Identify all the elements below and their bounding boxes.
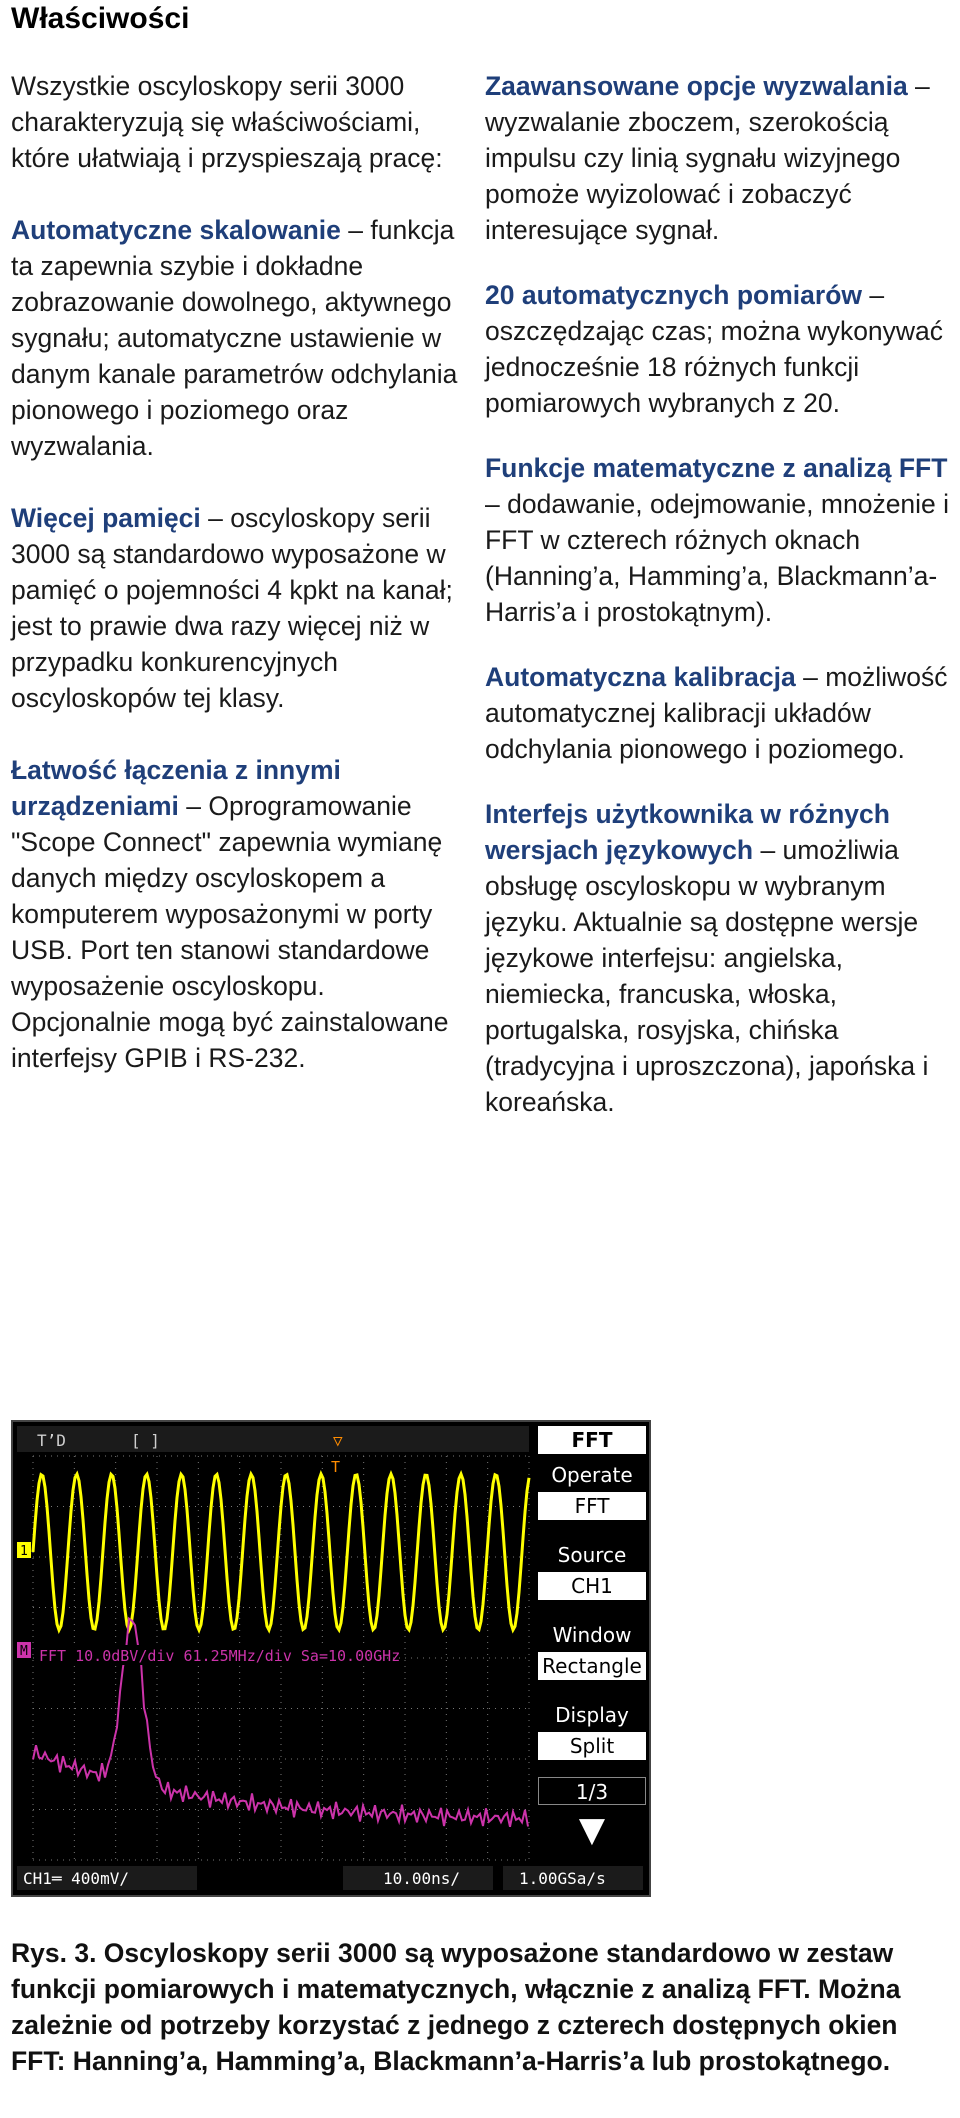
intro-paragraph: Wszystkie oscyloskopy serii 3000 charakteryzują się właściwościami, które ułatwiają i przyspieszają pracę: bbox=[11, 71, 443, 173]
ch1-scale-readout: CH1═ 400mV/ bbox=[23, 1869, 129, 1888]
softkey-operate-label[interactable]: Operate bbox=[551, 1463, 633, 1487]
softkey-source-label[interactable]: Source bbox=[557, 1543, 627, 1567]
feature-languages: Interfejs użytkownika w różnych wersjach językowych – umożliwia obsługę oscyloskopu w wybranym języku. Aktualnie są dostępne wersje językowe interfejsu: angielska, niemiecka, francuska, włoska, portugalska, rosyjska, chińska (tradycyjna i uproszczona), japońska i koreańska. bbox=[485, 799, 929, 1117]
fft-readout: FFT 10.0dBV/div 61.25MHz/div Sa=10.00GHz bbox=[39, 1647, 401, 1665]
buffer-bracket-icon: [ ] bbox=[131, 1431, 160, 1450]
feature-trigger: Zaawansowane opcje wyzwalania – wyzwalanie zboczem, szerokością impulsu czy linią sygnału wizyjnego pomoże wyizolować i zobaczyć interesujące sygnał. bbox=[485, 71, 930, 245]
feature-connectivity: Łatwość łączenia z innymi urządzeniami – Oprogramowanie "Scope Connect" zapewnia wymianę danych między oscyloskopem a komputerem wyposażonymi w porty USB. Port ten stanowi standardowe wyposażenie oscyloskopu. Opcjonalnie mogą być zainstalowane interfejsy GPIB i RS-232. bbox=[11, 755, 449, 1073]
softkey-source-value[interactable]: CH1 bbox=[538, 1572, 646, 1600]
timebase-readout: 10.00ns/ bbox=[383, 1869, 461, 1888]
svg-text:1: 1 bbox=[20, 1544, 28, 1559]
oscilloscope-screenshot bbox=[11, 1420, 651, 1897]
page-down-arrow-icon[interactable]: ▼ bbox=[578, 1810, 606, 1850]
feature-math-fft: Funkcje matematyczne z analizą FFT – dodawanie, odejmowanie, mnożenie i FFT w czterech różnych oknach (Hanning’a, Hamming’a, Blackmann’a-Harris’a i prostokątnym). bbox=[485, 453, 950, 627]
svg-text:M: M bbox=[20, 1644, 28, 1659]
softkey-display-label[interactable]: Display bbox=[555, 1703, 629, 1727]
right-column bbox=[485, 68, 953, 1149]
trigger-marker-icon: T bbox=[331, 1458, 341, 1476]
feature-calibration: Automatyczna kalibracja – możliwość automatycznej kalibracji układów odchylania pionowego i poziomego. bbox=[485, 662, 948, 764]
softkey-window-value[interactable]: Rectangle bbox=[538, 1652, 646, 1680]
softkey-page[interactable]: 1/3 bbox=[538, 1777, 646, 1805]
left-column bbox=[11, 68, 471, 1112]
softkey-operate-value[interactable]: FFT bbox=[538, 1492, 646, 1520]
feature-memory: Więcej pamięci – oscyloskopy serii 3000 są standardowo wyposażone w pamięć o pojemności 4 kpkt na kanał; jest to prawie dwa razy więcej niż w przypadku konkurencyjnych oscyloskopów tej klasy. bbox=[11, 503, 453, 713]
softkey-title: FFT bbox=[538, 1426, 646, 1454]
page-title: Właściwości bbox=[11, 2, 190, 35]
sample-rate-readout: 1.00GSa/s bbox=[519, 1869, 606, 1888]
feature-autoscale: Automatyczne skalowanie – funkcja ta zapewnia szybie i dokładne zobrazowanie dowolnego, aktywnego sygnału; automatyczne ustawienie w danym kanale parametrów odchylania pionowego i poziomego oraz wyzwalania. bbox=[11, 215, 458, 461]
feature-measurements: 20 automatycznych pomiarów – oszczędzając czas; można wykonywać jednocześnie 18 różnych funkcji pomiarowych wybranych z 20. bbox=[485, 280, 944, 418]
softkey-window-label[interactable]: Window bbox=[552, 1623, 632, 1647]
softkey-display-value[interactable]: Split bbox=[538, 1732, 646, 1760]
trigger-pos-icon: ▽ bbox=[333, 1431, 343, 1450]
softkey-menu bbox=[534, 1422, 651, 1897]
scope-status: T’D bbox=[37, 1431, 66, 1450]
figure-caption: Rys. 3. Oscyloskopy serii 3000 są wyposażone standardowo w zestaw funkcji pomiarowych i matematycznych, włącznie z analizą FFT. Można zależnie od potrzeby korzystać z jednego z czterech dostępnych okien FFT: Hanning’a, Hamming’a, Blackmann’a-Harris’a lub prostokątnego. bbox=[11, 1938, 901, 2076]
